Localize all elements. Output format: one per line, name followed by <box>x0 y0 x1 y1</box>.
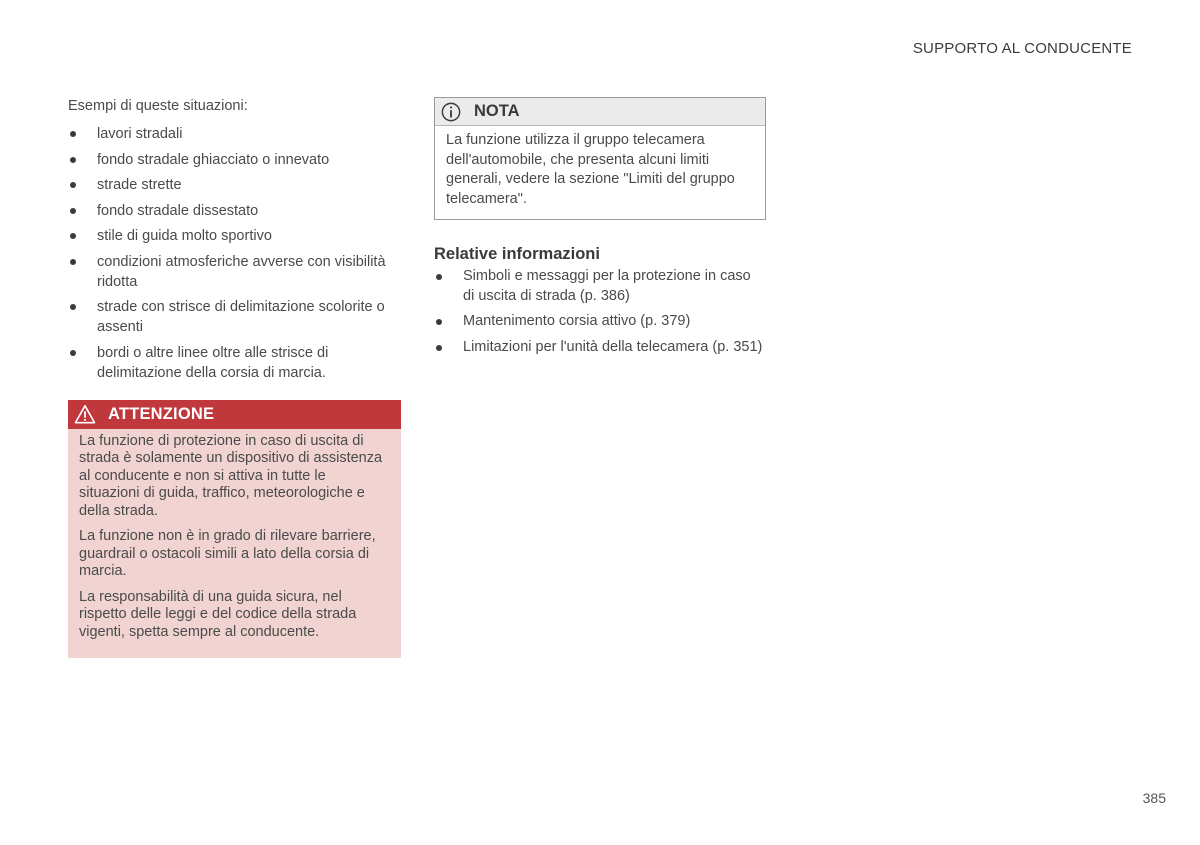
related-info-list <box>434 267 766 357</box>
list-item: lavori stradali <box>68 124 401 144</box>
warning-title: ATTENZIONE <box>108 404 215 423</box>
bullet-icon <box>436 345 442 351</box>
bullet-icon <box>436 274 442 280</box>
bullet-icon <box>70 131 76 137</box>
bullet-icon <box>70 233 76 239</box>
note-text: La funzione utilizza il gruppo telecamera dell'automobile, che presenta alcuni limiti generali, vedere la sezione "Limiti del gruppo telecamera". <box>446 132 735 207</box>
related-link[interactable]: Mantenimento corsia attivo (p. 379) <box>463 313 691 329</box>
related-link-item[interactable] <box>434 312 766 332</box>
list-item: strade con strisce di delimitazione scolorite o assenti <box>68 297 401 337</box>
bullet-icon <box>70 182 76 188</box>
bullet-icon <box>70 350 76 356</box>
list-item: condizioni atmosferiche avverse con visibilità ridotta <box>68 252 401 292</box>
related-link-item[interactable] <box>434 338 766 358</box>
bullet-icon <box>70 157 76 163</box>
info-icon <box>441 102 461 122</box>
note-title: NOTA <box>474 102 520 120</box>
list-item: fondo stradale dissestato <box>68 201 401 221</box>
bullet-icon <box>70 259 76 265</box>
warning-paragraph: La funzione non è in grado di rilevare barriere, guardrail o ostacoli simili a lato della corsia di marcia. <box>79 528 376 579</box>
left-column <box>68 96 401 658</box>
bullet-icon <box>70 208 76 214</box>
warning-paragraph: La responsabilità di una guida sicura, nel rispetto delle leggi e del codice della strada vigenti, spetta sempre al conducente. <box>79 588 357 640</box>
note-box <box>434 97 766 220</box>
bullet-icon <box>70 304 76 310</box>
intro-text: Esempi di queste situazioni: <box>68 98 248 114</box>
related-info-heading: Relative informazioni <box>434 245 600 263</box>
warning-body <box>68 429 401 659</box>
warning-header <box>68 400 401 429</box>
page-number: 385 <box>1142 790 1166 806</box>
list-item: bordi o altre linee oltre alle strisce di delimitazione della corsia di marcia. <box>68 343 401 383</box>
warning-triangle-icon <box>74 404 96 424</box>
related-link[interactable]: Simboli e messaggi per la protezione in caso di uscita di strada (p. 386) <box>463 268 751 304</box>
note-header <box>435 98 765 126</box>
bullet-icon <box>436 319 442 325</box>
list-item: strade strette <box>68 175 401 195</box>
running-header: SUPPORTO AL CONDUCENTE <box>912 40 1132 57</box>
list-item: stile di guida molto sportivo <box>68 226 401 246</box>
related-link-item[interactable] <box>434 267 766 306</box>
warning-paragraph: La funzione di protezione in caso di uscita di strada è solamente un dispositivo di assistenza al conducente e non si attiva in tutte le situazioni di guida, traffico, meteorologiche e della strada. <box>79 432 383 519</box>
related-link[interactable]: Limitazioni per l'unità della telecamera (p. 351) <box>463 338 763 355</box>
list-item: fondo stradale ghiacciato o innevato <box>68 150 401 170</box>
warning-box <box>68 400 401 659</box>
right-column <box>434 97 766 363</box>
situation-list <box>68 124 401 383</box>
